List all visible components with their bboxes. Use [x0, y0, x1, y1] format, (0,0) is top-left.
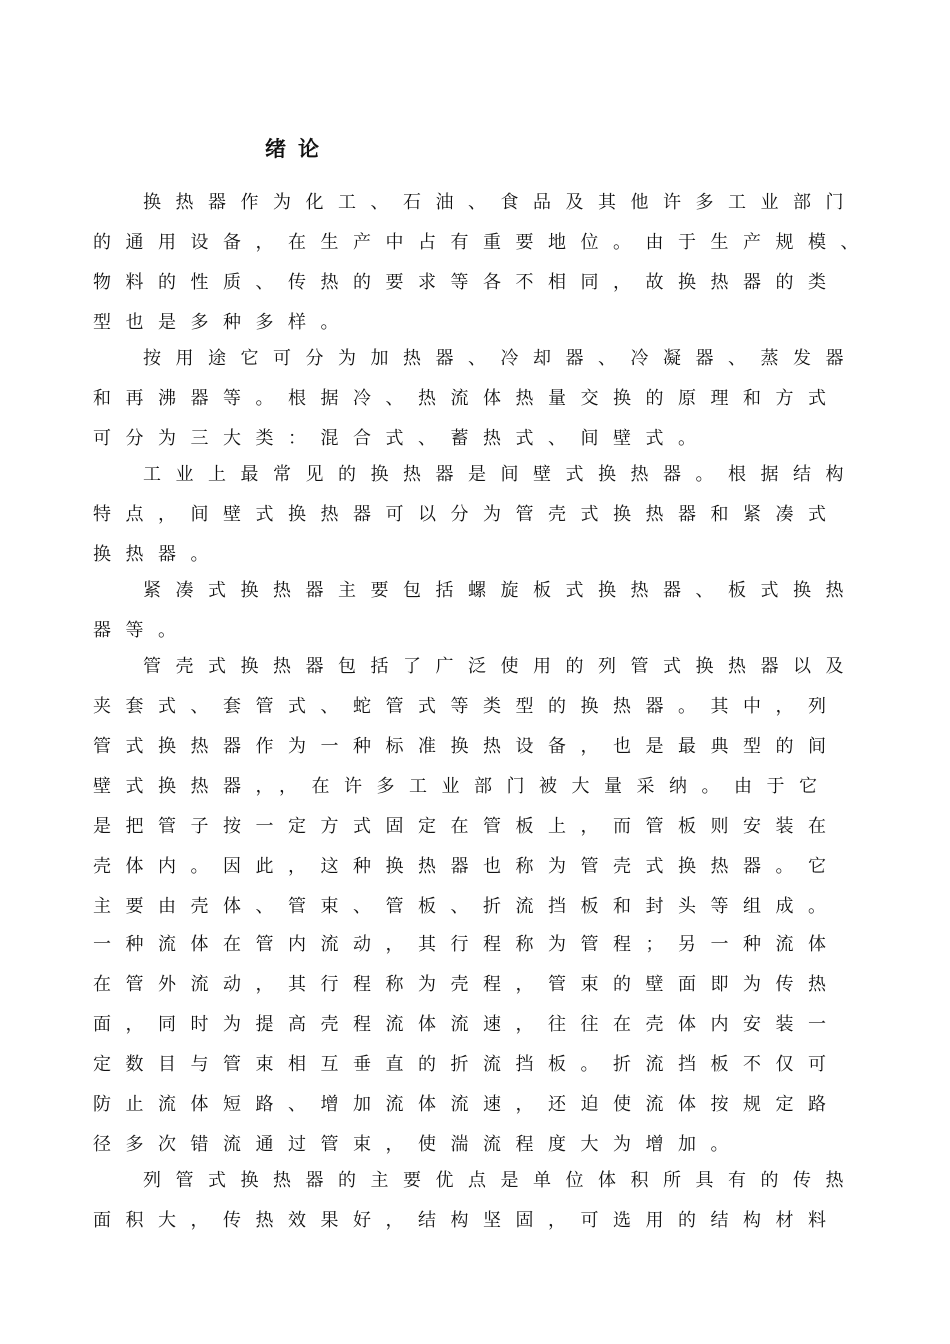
text-line: 列管式换热器的主要优点是单位体积所具有的传热 [143, 1170, 858, 1191]
text-line: 工业上最常见的换热器是间壁式换热器。根据结构 [143, 464, 858, 485]
text-line: 面积大，传热效果好，结构坚固，可选用的结构材料 [93, 1210, 841, 1231]
text-line: 型也是多种多样。 [93, 312, 353, 333]
text-line: 换热器。 [93, 544, 223, 565]
text-line: 可分为三大类：混合式、蓄热式、间壁式。 [93, 428, 711, 449]
text-line: 管式换热器作为一种标准换热设备，也是最典型的间 [93, 736, 841, 757]
text-line: 按用途它可分为加热器、冷却器、冷凝器、蒸发器 [143, 348, 858, 369]
text-line: 器等。 [93, 620, 191, 641]
text-line: 壳体内。因此，这种换热器也称为管壳式换热器。它 [93, 856, 841, 877]
text-line: 壁式换热器，，在许多工业部门被大量采纳。由于它 [93, 776, 832, 797]
text-line: 面，同时为提高壳程流体流速，往往在壳体内安装一 [93, 1014, 841, 1035]
text-line: 在管外流动，其行程称为壳程，管束的壁面即为传热 [93, 974, 841, 995]
text-line: 防止流体短路、增加流体流速，还迫使流体按规定路 [93, 1094, 841, 1115]
text-line: 夹套式、套管式、蛇管式等类型的换热器。其中，列 [93, 696, 841, 717]
text-line: 是把管子按一定方式固定在管板上，而管板则安装在 [93, 816, 841, 837]
text-line: 物料的性质、传热的要求等各不相同，故换热器的类 [93, 272, 841, 293]
text-line: 的通用设备，在生产中占有重要地位。由于生产规模、 [93, 232, 873, 253]
page-title: 绪论 [265, 136, 331, 161]
text-line: 特点，间壁式换热器可以分为管壳式换热器和紧凑式 [93, 504, 841, 525]
text-line: 一种流体在管内流动，其行程称为管程；另一种流体 [93, 934, 841, 955]
text-line: 主要由壳体、管束、管板、折流挡板和封头等组成。 [93, 896, 841, 917]
text-line: 换热器作为化工、石油、食品及其他许多工业部门 [143, 192, 858, 213]
text-line: 定数目与管束相互垂直的折流挡板。折流挡板不仅可 [93, 1054, 841, 1075]
text-line: 管壳式换热器包括了广泛使用的列管式换热器以及 [143, 656, 858, 677]
text-line: 紧凑式换热器主要包括螺旋板式换热器、板式换热 [143, 580, 858, 601]
text-line: 和再沸器等。根据冷、热流体热量交换的原理和方式 [93, 388, 841, 409]
text-line: 径多次错流通过管束，使湍流程度大为增加。 [93, 1134, 743, 1155]
